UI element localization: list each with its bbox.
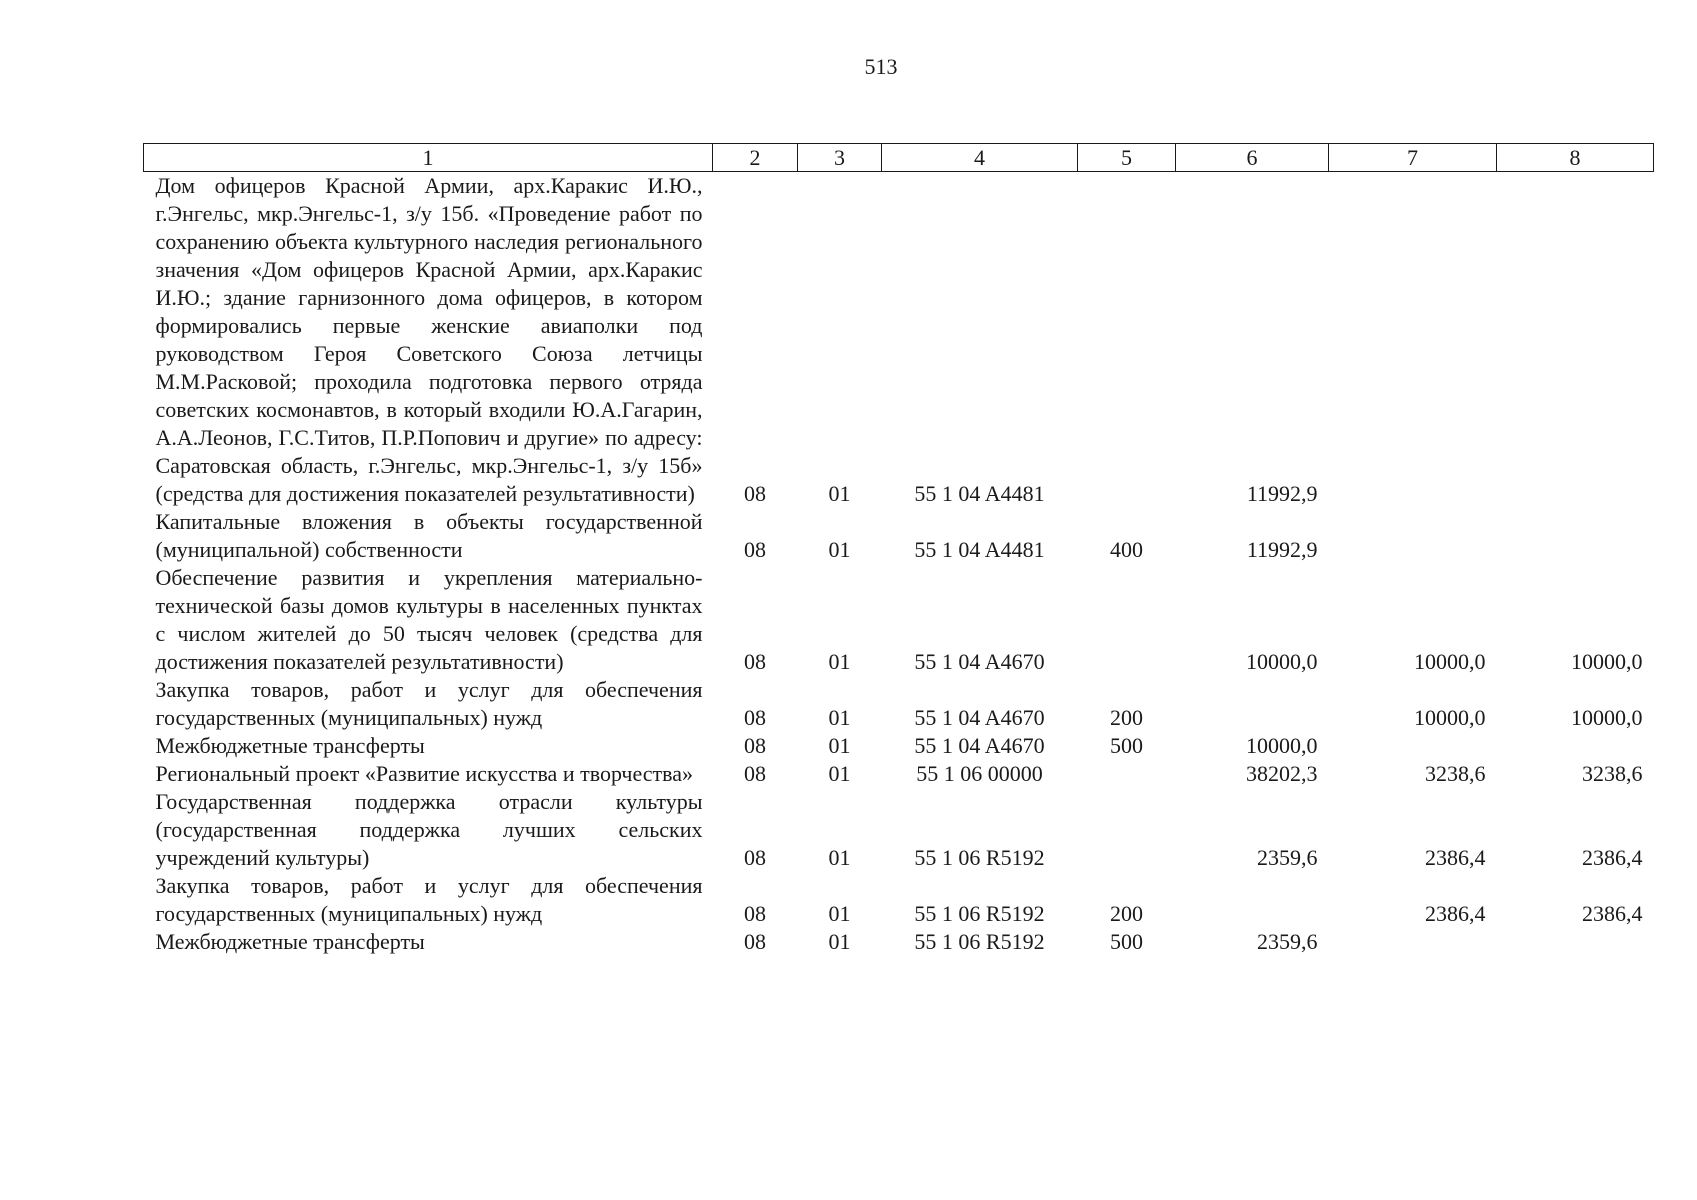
expense-type-code — [1078, 172, 1176, 509]
header-col-3: 3 — [798, 144, 882, 172]
row-name: Межбюджетные трансферты — [155, 733, 425, 758]
amount-col-8: 2386,4 — [1582, 845, 1643, 870]
expense-type-code: 500 — [1110, 733, 1143, 758]
amount-col-8 — [1497, 928, 1654, 956]
table-row — [144, 760, 1654, 788]
header-col-5: 5 — [1078, 144, 1176, 172]
amount-col-8: 10000,0 — [1571, 705, 1643, 730]
table-body — [144, 172, 1654, 957]
header-col-1: 1 — [144, 144, 713, 172]
table-row — [144, 872, 1654, 928]
expense-type-code: 200 — [1110, 705, 1143, 730]
amount-col-7 — [1329, 732, 1497, 760]
section-code: 08 — [744, 705, 766, 730]
section-code: 08 — [744, 649, 766, 674]
row-name: Региональный проект «Развитие искусства и творчества» — [155, 761, 694, 786]
page-number: 513 — [864, 54, 898, 79]
target-article-code: 55 1 06 R5192 — [914, 929, 1045, 954]
table-row — [144, 732, 1654, 760]
subsection-code: 01 — [828, 929, 851, 954]
amount-col-6: 11992,9 — [1246, 481, 1318, 506]
row-name: Дом офицеров Красной Армии, арх.Каракис И.Ю., г.Энгельс, мкр.Энгельс-1, з/у 15б. «Проведение работ по сохранению объекта культурного наследия регионального значения «Дом офицеров Красной Армии, арх.Каракис И.Ю.; здание гарнизонного дома офицеров, в котором формировались первые женские авиаполки под руководством Героя Советского Союза летчицы М.М.Расковой; проходила подготовка первого отряда советских космонавтов, в который входили Ю.А.Гагарин, А.А.Леонов, Г.С.Титов, П.Р.Попович и другие» по адресу: Саратовская область, г.Энгельс, мкр.Энгельс-1, з/у 15б» (средства для достижения показателей результативности) — [155, 173, 703, 506]
header-col-8: 8 — [1497, 144, 1654, 172]
amount-col-6: 11992,9 — [1246, 537, 1318, 562]
header-row — [144, 144, 1654, 172]
expense-type-code — [1078, 788, 1176, 872]
target-article-code: 55 1 04 A4481 — [914, 481, 1045, 506]
table-row — [144, 172, 1654, 509]
amount-col-6: 38202,3 — [1246, 761, 1318, 786]
row-name: Закупка товаров, работ и услуг для обеспечения государственных (муниципальных) нужд — [155, 677, 703, 730]
amount-col-8: 10000,0 — [1571, 649, 1643, 674]
target-article-code: 55 1 06 R5192 — [914, 845, 1045, 870]
amount-col-7 — [1329, 172, 1497, 509]
header-col-2: 2 — [713, 144, 798, 172]
amount-col-7: 10000,0 — [1414, 649, 1486, 674]
target-article-code: 55 1 04 A4670 — [914, 733, 1045, 758]
row-name: Капитальные вложения в объекты государственной (муниципальной) собственности — [155, 509, 703, 562]
table-header — [144, 144, 1654, 172]
expense-type-code: 200 — [1110, 901, 1143, 926]
row-name: Межбюджетные трансферты — [155, 929, 425, 954]
section-code: 08 — [744, 537, 766, 562]
row-name: Государственная поддержка отрасли культуры (государственная поддержка лучших сельских учреждений культуры) — [155, 789, 703, 870]
row-name: Обеспечение развития и укрепления материально-технической базы домов культуры в населенных пунктах с числом жителей до 50 тысяч человек (средства для достижения показателей результативности) — [155, 565, 703, 674]
row-name: Закупка товаров, работ и услуг для обеспечения государственных (муниципальных) нужд — [155, 873, 703, 926]
target-article-code: 55 1 04 A4481 — [914, 537, 1045, 562]
amount-col-8 — [1497, 508, 1654, 564]
subsection-code: 01 — [828, 481, 851, 506]
table-row — [144, 508, 1654, 564]
amount-col-7: 2386,4 — [1425, 845, 1486, 870]
section-code: 08 — [744, 761, 766, 786]
amount-col-6 — [1176, 676, 1329, 732]
expense-type-code — [1078, 760, 1176, 788]
amount-col-6: 10000,0 — [1246, 733, 1318, 758]
amount-col-7 — [1329, 928, 1497, 956]
section-code: 08 — [744, 929, 766, 954]
amount-col-7: 10000,0 — [1414, 705, 1486, 730]
amount-col-6: 10000,0 — [1246, 649, 1318, 674]
amount-col-8: 3238,6 — [1582, 761, 1643, 786]
amount-col-6 — [1176, 872, 1329, 928]
amount-col-7 — [1329, 508, 1497, 564]
budget-table — [143, 143, 1654, 956]
subsection-code: 01 — [828, 705, 851, 730]
subsection-code: 01 — [828, 901, 851, 926]
section-code: 08 — [744, 481, 766, 506]
section-code: 08 — [744, 845, 766, 870]
table-row — [144, 676, 1654, 732]
amount-col-6: 2359,6 — [1257, 845, 1318, 870]
section-code: 08 — [744, 733, 766, 758]
amount-col-7: 3238,6 — [1425, 761, 1486, 786]
amount-col-8: 2386,4 — [1582, 901, 1643, 926]
subsection-code: 01 — [828, 761, 851, 786]
table-row — [144, 928, 1654, 956]
table-row — [144, 564, 1654, 676]
header-col-7: 7 — [1329, 144, 1497, 172]
subsection-code: 01 — [828, 537, 851, 562]
expense-type-code — [1078, 564, 1176, 676]
expense-type-code: 500 — [1110, 929, 1143, 954]
amount-col-8 — [1497, 732, 1654, 760]
subsection-code: 01 — [828, 845, 851, 870]
subsection-code: 01 — [828, 733, 851, 758]
amount-col-7: 2386,4 — [1425, 901, 1486, 926]
subsection-code: 01 — [828, 649, 851, 674]
expense-type-code: 400 — [1110, 537, 1143, 562]
target-article-code: 55 1 04 A4670 — [914, 705, 1045, 730]
target-article-code: 55 1 04 A4670 — [914, 649, 1045, 674]
section-code: 08 — [744, 901, 766, 926]
target-article-code: 55 1 06 R5192 — [914, 901, 1045, 926]
target-article-code: 55 1 06 00000 — [916, 761, 1043, 786]
amount-col-6: 2359,6 — [1257, 929, 1318, 954]
header-col-6: 6 — [1176, 144, 1329, 172]
amount-col-8 — [1497, 172, 1654, 509]
header-col-4: 4 — [882, 144, 1078, 172]
table-row — [144, 788, 1654, 872]
